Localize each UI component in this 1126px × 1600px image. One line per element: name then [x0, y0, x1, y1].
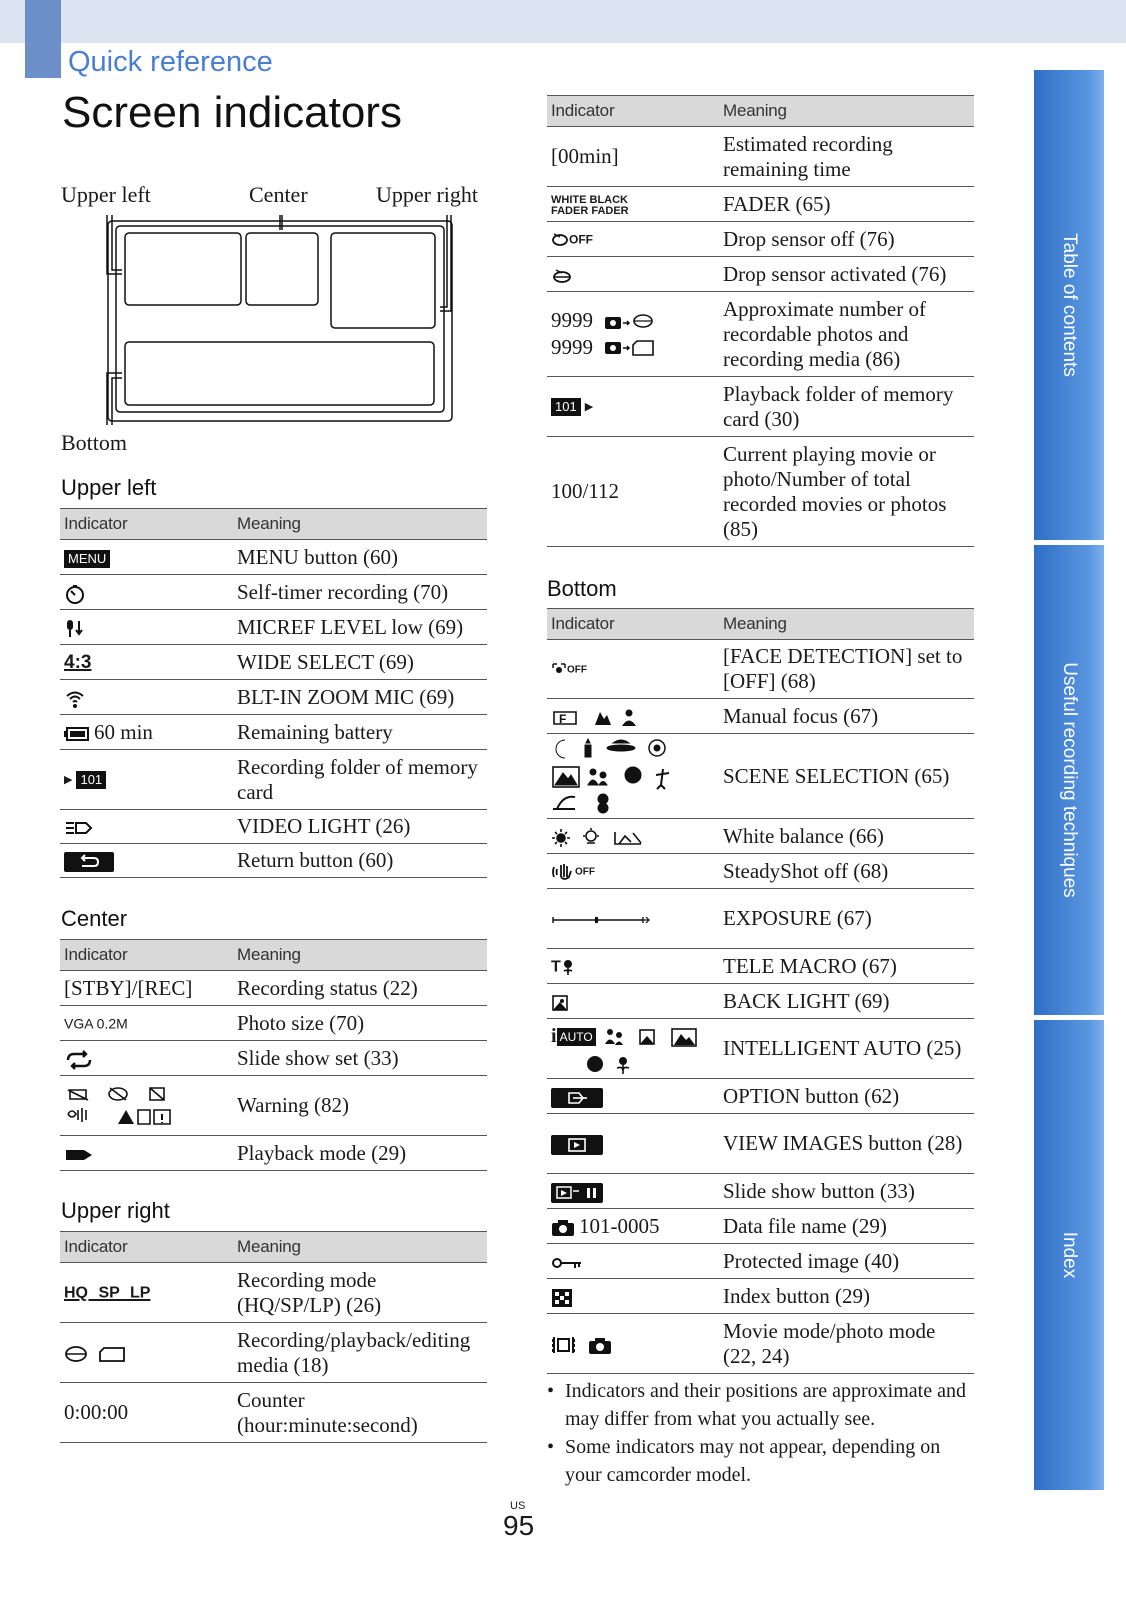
- table-row: [STBY]/[REC] Recording status (22): [60, 971, 487, 1006]
- sidebar-tab-table-of-contents[interactable]: [1034, 70, 1104, 540]
- table-row: Slide show set (33): [60, 1041, 487, 1076]
- sidebar-tab-label: Index: [1059, 1231, 1080, 1279]
- flower-icon: [561, 958, 575, 976]
- photo-count: 9999 9999: [551, 308, 593, 359]
- screen-layout-diagram: [60, 210, 460, 425]
- option-button-icon: [551, 1088, 603, 1108]
- aspect-ratio-icon: 4:3: [64, 652, 92, 674]
- diagram-label-center: Center: [249, 182, 308, 207]
- col-indicator: Indicator: [547, 96, 719, 127]
- playback-folder-icon: 101: [551, 398, 581, 416]
- slide-show-set-icon: [64, 1050, 94, 1070]
- table-row: Recording/playback/editing media (18): [60, 1323, 487, 1383]
- table-row: SCENE SELECTION (65): [547, 734, 974, 819]
- table-row: VGA 0.2M Photo size (70): [60, 1006, 487, 1041]
- index-grid-icon: [551, 1288, 573, 1308]
- photo-size-icon: VGA 0.2M: [64, 1015, 128, 1032]
- table-row: Self-timer recording (70): [60, 575, 487, 610]
- header-accent-mark: [25, 0, 61, 78]
- back-light-icon: [551, 994, 569, 1012]
- sidebar-tab-label: Useful recording techniques: [1059, 662, 1080, 898]
- table-row: VIEW IMAGES button (28): [547, 1114, 974, 1174]
- play-arrow-icon: ▶: [64, 773, 73, 786]
- media-icons: [64, 1343, 128, 1365]
- col-indicator: Indicator: [60, 1232, 233, 1263]
- self-timer-icon: [64, 583, 86, 605]
- col-meaning: Meaning: [233, 509, 487, 540]
- battery-icon: [64, 726, 90, 742]
- table-row: White balance (66): [547, 819, 974, 854]
- sidebar-tab-label: Table of contents: [1059, 233, 1080, 377]
- table-row: BACK LIGHT (69): [547, 984, 974, 1019]
- manual-focus-icons: [551, 707, 641, 729]
- table-row: BLT-IN ZOOM MIC (69): [60, 680, 487, 715]
- table-row: F Manual focus (67): [547, 699, 974, 734]
- scene-selection-icons: [551, 737, 681, 815]
- table-row: Protected image (40): [547, 1244, 974, 1279]
- table-row: ▶ 101 Recording folder of memory card: [60, 750, 487, 810]
- exposure-bar-icon: [551, 913, 651, 927]
- section-title: Quick reference: [68, 46, 273, 78]
- protect-key-icon: [551, 1256, 583, 1270]
- col-meaning: Meaning: [719, 96, 974, 127]
- table-row: Movie mode/photo mode (22, 24): [547, 1314, 974, 1374]
- folder-101-icon: 101: [76, 771, 106, 789]
- center-table: [60, 939, 487, 1171]
- table-row: 4:3 WIDE SELECT (69): [60, 645, 487, 680]
- col-meaning: Meaning: [233, 940, 487, 971]
- table-row: T TELE MACRO (67): [547, 949, 974, 984]
- table-row: WHITE BLACK FADER FADER FADER (65): [547, 187, 974, 222]
- return-icon: [64, 852, 114, 872]
- table-row: Playback mode (29): [60, 1136, 487, 1171]
- table-row: 60 min Remaining battery: [60, 715, 487, 750]
- col-meaning: Meaning: [233, 1232, 487, 1263]
- slide-show-button-icon: [551, 1183, 603, 1203]
- table-row: Drop sensor activated (76): [547, 257, 974, 292]
- page-title: Screen indicators: [62, 88, 402, 137]
- table-row: OFF [FACE DETECTION] set to [OFF] (68): [547, 640, 974, 699]
- table-row: VIDEO LIGHT (26): [60, 810, 487, 844]
- video-light-icon: [64, 819, 94, 837]
- table-row: Return button (60): [60, 844, 487, 878]
- drop-sensor-icon: [551, 268, 573, 284]
- table-row: Warning (82): [60, 1076, 487, 1136]
- intelligent-i-icon: i: [551, 1025, 557, 1048]
- table-row: MENU MENU button (60): [60, 540, 487, 575]
- bottom-title: Bottom: [547, 576, 617, 601]
- data-file-name: 101-0005: [579, 1213, 660, 1238]
- center-title: Center: [61, 906, 128, 931]
- page-region: US: [510, 1500, 526, 1512]
- table-row: Slide show button (33): [547, 1174, 974, 1209]
- warning-icons: [64, 1084, 174, 1128]
- table-row: 101-0005 Data file name (29): [547, 1209, 974, 1244]
- drop-sensor-off-icon: [551, 232, 569, 248]
- sidebar-tab-index[interactable]: [1034, 1020, 1104, 1490]
- table-row: 9999 9999 Approximate number of recordable photos and recording media (86): [547, 292, 974, 377]
- movie-photo-icons: [551, 1334, 615, 1356]
- fader-icon: WHITE BLACK FADER FADER: [551, 193, 629, 217]
- auto-icon: AUTO: [557, 1028, 596, 1046]
- notes-list: [547, 1377, 977, 1489]
- svg-text:F: F: [559, 711, 567, 726]
- table-row: EXPOSURE (67): [547, 889, 974, 949]
- col-meaning: Meaning: [719, 609, 974, 640]
- zoom-mic-icon: [64, 688, 86, 710]
- upper-left-table: [60, 508, 487, 878]
- photo-to-media-icons: [603, 309, 663, 359]
- table-row: i AUTO INTELLIGENT AUTO (25): [547, 1019, 974, 1079]
- upper-left-title: Upper left: [61, 475, 157, 500]
- mic-level-low-icon: [64, 618, 86, 640]
- battery-value: 60 min: [94, 719, 153, 744]
- list-item: • Some indicators may not appear, depending on your camcorder model.: [547, 1433, 977, 1489]
- table-row: OFF SteadyShot off (68): [547, 854, 974, 889]
- intelligent-auto-icons-row2: [551, 1054, 647, 1076]
- face-detection-icon: [551, 662, 567, 678]
- playback-mode-icon: [64, 1147, 94, 1163]
- menu-icon: MENU: [64, 550, 110, 568]
- play-arrow-icon: ▶: [584, 400, 594, 413]
- steadyshot-off-icon: [551, 861, 575, 883]
- table-row: 0:00:00 Counter (hour:minute:second): [60, 1383, 487, 1443]
- table-row: OPTION button (62): [547, 1079, 974, 1114]
- upper-right-title: Upper right: [61, 1198, 170, 1223]
- upper-right-table: [60, 1231, 487, 1443]
- upper-right-continued-table: [547, 95, 974, 547]
- table-row: MICREF LEVEL low (69): [60, 610, 487, 645]
- table-row: Index button (29): [547, 1279, 974, 1314]
- sidebar-tab-useful-recording-techniques[interactable]: [1034, 545, 1104, 1015]
- page-number: 95: [503, 1510, 535, 1541]
- recording-mode-icons: HQ SP LP: [64, 1284, 151, 1302]
- camera-icon: [551, 1219, 575, 1237]
- diagram-label-upper-left: Upper left: [61, 182, 151, 207]
- bottom-table: [547, 608, 974, 1374]
- table-row: 101 ▶ Playback folder of memory card (30): [547, 377, 974, 437]
- diagram-label-bottom: Bottom: [61, 430, 128, 455]
- header-band: [0, 0, 1126, 43]
- table-row: OFF Drop sensor off (76): [547, 222, 974, 257]
- col-indicator: Indicator: [547, 609, 719, 640]
- table-row: HQ SP LP Recording mode (HQ/SP/LP) (26): [60, 1263, 487, 1323]
- tele-macro-icon: T: [551, 958, 561, 976]
- view-images-icon: [551, 1135, 603, 1155]
- list-item: • Indicators and their positions are approximate and may differ from what you actually see.: [547, 1377, 977, 1433]
- col-indicator: Indicator: [60, 509, 233, 540]
- table-row: [00min] Estimated recording remaining time: [547, 127, 974, 187]
- diagram-label-upper-right: Upper right: [376, 182, 479, 207]
- col-indicator: Indicator: [60, 940, 233, 971]
- intelligent-auto-icons: [602, 1026, 698, 1048]
- table-row: 100/112 Current playing movie or photo/Number of total recorded movies or photos (85): [547, 437, 974, 547]
- white-balance-icons: [551, 827, 661, 849]
